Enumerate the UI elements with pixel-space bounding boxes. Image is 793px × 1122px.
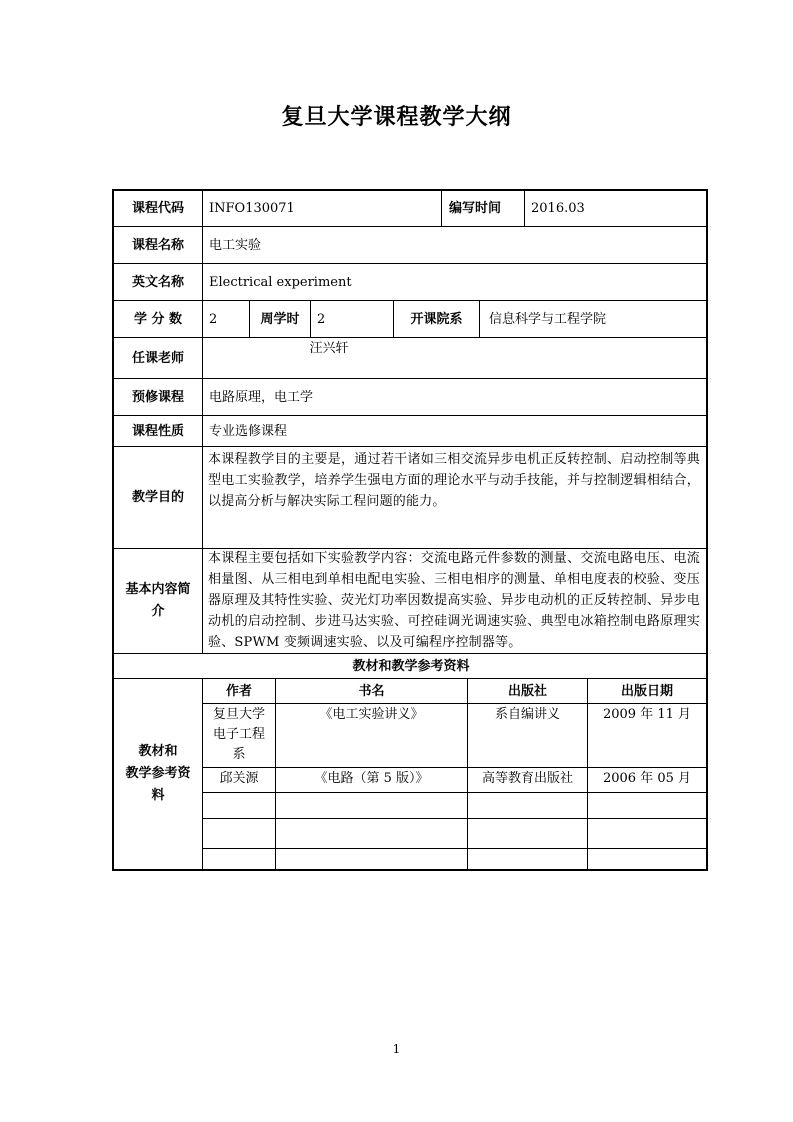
header-book: 书名 (358, 683, 385, 699)
row1-book: 《电工实验讲义》 (319, 707, 424, 722)
english-name-value: Electrical experiment (209, 274, 352, 290)
nature-label: 课程性质 (131, 423, 184, 439)
written-time-label: 编写时间 (449, 201, 502, 216)
objective-text: 本课程教学目的主要是，通过若干诸如三相交流异步电机正反转控制、启动控制等典型电工实验教学，培养学生强电方面的理论水平与动手技能，并与控制逻辑相结合，以提高分析与解决实际工程问题的能力。 (208, 452, 700, 509)
course-code-label: 课程代码 (131, 201, 184, 216)
objective-label: 教学目的 (131, 490, 184, 505)
author-line: 电子工程 (212, 727, 265, 742)
row1-author (203, 705, 275, 767)
materials-label-line: 料 (151, 788, 165, 803)
school-value: 信息科学与工程学院 (489, 311, 607, 327)
content-label (114, 549, 202, 653)
header-publisher: 出版社 (507, 683, 547, 699)
course-code-value: INFO130071 (209, 201, 295, 216)
english-name-label: 英文名称 (131, 274, 184, 290)
row-divider (202, 767, 708, 768)
row1-publisher: 系自编讲义 (494, 707, 560, 722)
weekly-hours-value: 2 (317, 311, 326, 327)
written-time-value: 2016.03 (531, 201, 585, 216)
header-author: 作者 (225, 683, 252, 699)
content-label-line: 介 (151, 604, 165, 619)
content-label-line: 基本内容简 (125, 582, 191, 597)
header-date: 出版日期 (620, 683, 673, 699)
row-divider (202, 818, 708, 819)
content-text: 本课程主要包括如下实验教学内容：交流电路元件参数的测量、交流电路电压、电流相量图、从三相电到单相电配电实验、三相电相序的测量、单相电度表的校验、变压器原理及其特性实验、荧光灯功率因数提高实验、异步电动机的正反转控制、异步电动机的启动控制、步进马达实验、可控硅调光调速实验、典型电冰箱控制电路原理实验、SPWM 变频调速实验、以及可编程序控制器等。 (208, 551, 700, 650)
row2-author: 邱关源 (219, 771, 259, 786)
weekly-hours-label: 周学时 (260, 311, 300, 327)
teacher-label: 任课老师 (131, 350, 184, 366)
teacher-value: 汪兴轩 (309, 341, 349, 356)
credits-value: 2 (209, 311, 218, 327)
row-divider (202, 792, 708, 793)
page-title: 复旦大学课程教学大纲 (281, 105, 512, 130)
course-name-value: 电工实验 (209, 237, 262, 253)
nature-value: 专业选修课程 (209, 423, 288, 439)
row1-date: 2009 年 11 月 (602, 707, 692, 722)
row2-date: 2006 年 05 月 (602, 771, 692, 786)
materials-section-title: 教材和教学参考资料 (352, 658, 470, 674)
materials-label (114, 679, 202, 869)
author-line: 复旦大学 (212, 707, 265, 722)
row-divider (202, 848, 708, 849)
course-name-label: 课程名称 (131, 237, 184, 253)
row2-book: 《电路（第 5 版）》 (314, 771, 429, 786)
materials-label-line: 教材和 (138, 744, 178, 759)
prerequisite-value: 电路原理，电工学 (209, 389, 314, 405)
row-divider (202, 703, 708, 704)
school-label: 开课院系 (410, 311, 463, 327)
author-line: 系 (232, 747, 246, 762)
credits-label: 学 分 数 (133, 311, 183, 327)
row2-publisher: 高等教育出版社 (481, 771, 573, 786)
prerequisite-label: 预修课程 (131, 389, 184, 405)
materials-label-line: 教学参考资 (125, 766, 191, 781)
page-number: 1 (392, 1042, 401, 1056)
